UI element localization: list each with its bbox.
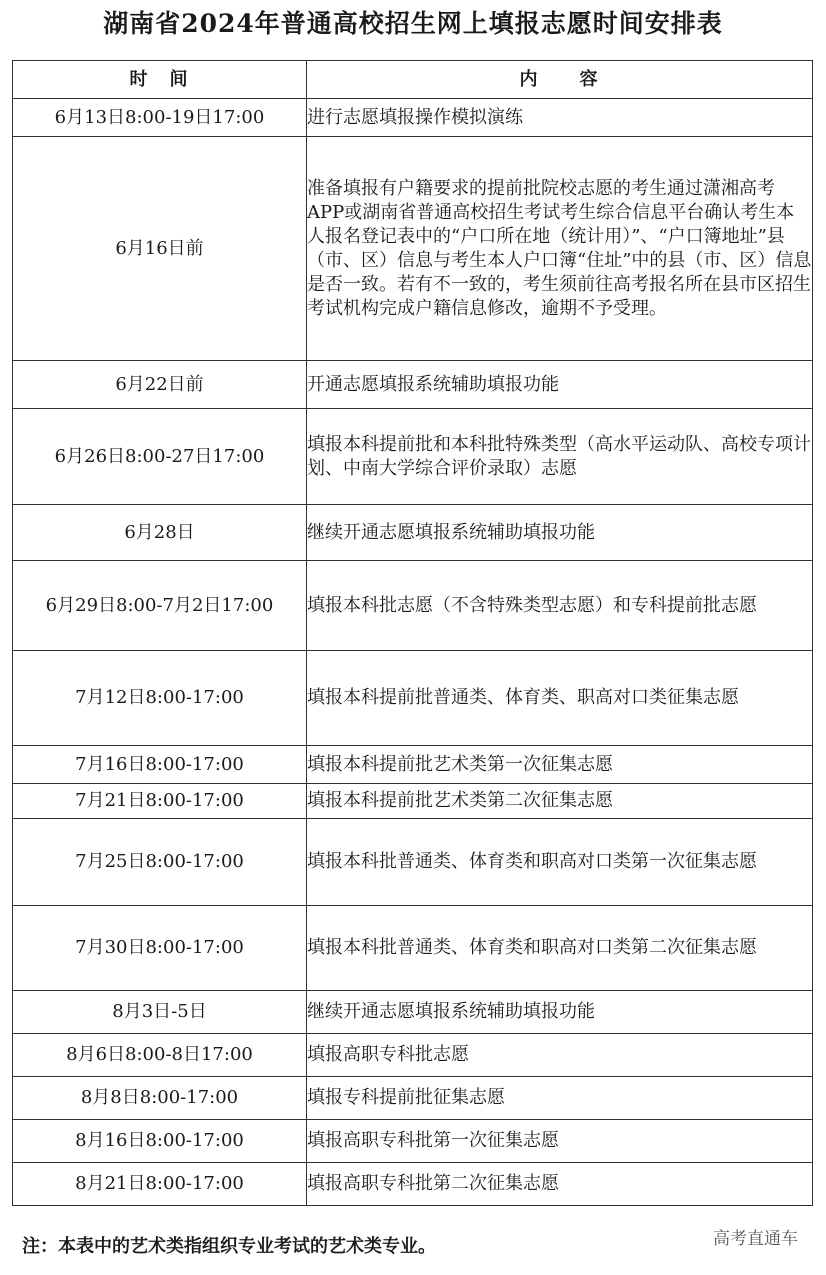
time-cell: 7月30日8:00-17:00 [13,906,307,991]
table-row [13,361,813,409]
table-row [13,99,813,137]
footnote: 注：本表中的艺术类指组织专业考试的艺术类专业。 [22,1236,436,1257]
content-cell: 填报本科提前批普通类、体育类、职高对口类征集志愿 [307,651,813,746]
time-cell: 8月6日8:00-8日17:00 [13,1034,307,1077]
time-cell: 8月8日8:00-17:00 [13,1077,307,1120]
content-cell: 填报高职专科批第一次征集志愿 [307,1120,813,1163]
table-row [13,561,813,651]
content-cell: 继续开通志愿填报系统辅助填报功能 [307,991,813,1034]
time-cell: 7月16日8:00-17:00 [13,746,307,784]
time-cell: 6月13日8:00-19日17:00 [13,99,307,137]
table-row [13,505,813,561]
table-row [13,991,813,1034]
content-cell: 进行志愿填报操作模拟演练 [307,99,813,137]
content-cell: 准备填报有户籍要求的提前批院校志愿的考生通过潇湘高考APP或湖南省普通高校招生考试考生综合信息平台确认考生本人报名登记表中的“户口所在地（统计用）”、“户口簿地址”县（市、区）信息与考生本人户口簿“住址”中的县（市、区）信息是否一致。若有不一致的，考生须前往高考报名所在县市区招生考试机构完成户籍信息修改，逾期不予受理。 [307,137,813,361]
table-row [13,409,813,505]
content-cell: 填报高职专科批志愿 [307,1034,813,1077]
content-cell: 填报本科批志愿（不含特殊类型志愿）和专科提前批志愿 [307,561,813,651]
time-cell: 6月16日前 [13,137,307,361]
content-cell: 填报本科批普通类、体育类和职高对口类第二次征集志愿 [307,906,813,991]
table-row [13,746,813,784]
time-cell: 8月3日-5日 [13,991,307,1034]
time-cell: 7月21日8:00-17:00 [13,784,307,819]
table-row [13,651,813,746]
content-cell: 填报本科提前批艺术类第一次征集志愿 [307,746,813,784]
table-row [13,1163,813,1206]
table-row [13,1120,813,1163]
time-cell: 7月25日8:00-17:00 [13,819,307,906]
content-cell: 开通志愿填报系统辅助填报功能 [307,361,813,409]
table-header-row [13,61,813,99]
table-row [13,906,813,991]
content-cell: 继续开通志愿填报系统辅助填报功能 [307,505,813,561]
time-cell: 6月26日8:00-27日17:00 [13,409,307,505]
time-cell: 8月21日8:00-17:00 [13,1163,307,1206]
content-cell: 填报专科提前批征集志愿 [307,1077,813,1120]
content-cell: 填报高职专科批第二次征集志愿 [307,1163,813,1206]
table-row [13,1077,813,1120]
table-row [13,137,813,361]
header-time: 时 间 [13,61,307,99]
time-cell: 8月16日8:00-17:00 [13,1120,307,1163]
table-row [13,1034,813,1077]
header-content: 内 容 [307,61,813,99]
time-cell: 6月22日前 [13,361,307,409]
page-title: 湖南省2024年普通高校招生网上填报志愿时间安排表 [103,9,723,38]
time-cell: 6月29日8:00-7月2日17:00 [13,561,307,651]
watermark: 高考直通车 [713,1229,798,1249]
content-cell: 填报本科批普通类、体育类和职高对口类第一次征集志愿 [307,819,813,906]
content-cell: 填报本科提前批和本科批特殊类型（高水平运动队、高校专项计划、中南大学综合评价录取）志愿 [307,409,813,505]
time-cell: 7月12日8:00-17:00 [13,651,307,746]
content-cell: 填报本科提前批艺术类第二次征集志愿 [307,784,813,819]
table-row [13,784,813,819]
time-cell: 6月28日 [13,505,307,561]
schedule-table [12,60,813,1206]
table-row [13,819,813,906]
